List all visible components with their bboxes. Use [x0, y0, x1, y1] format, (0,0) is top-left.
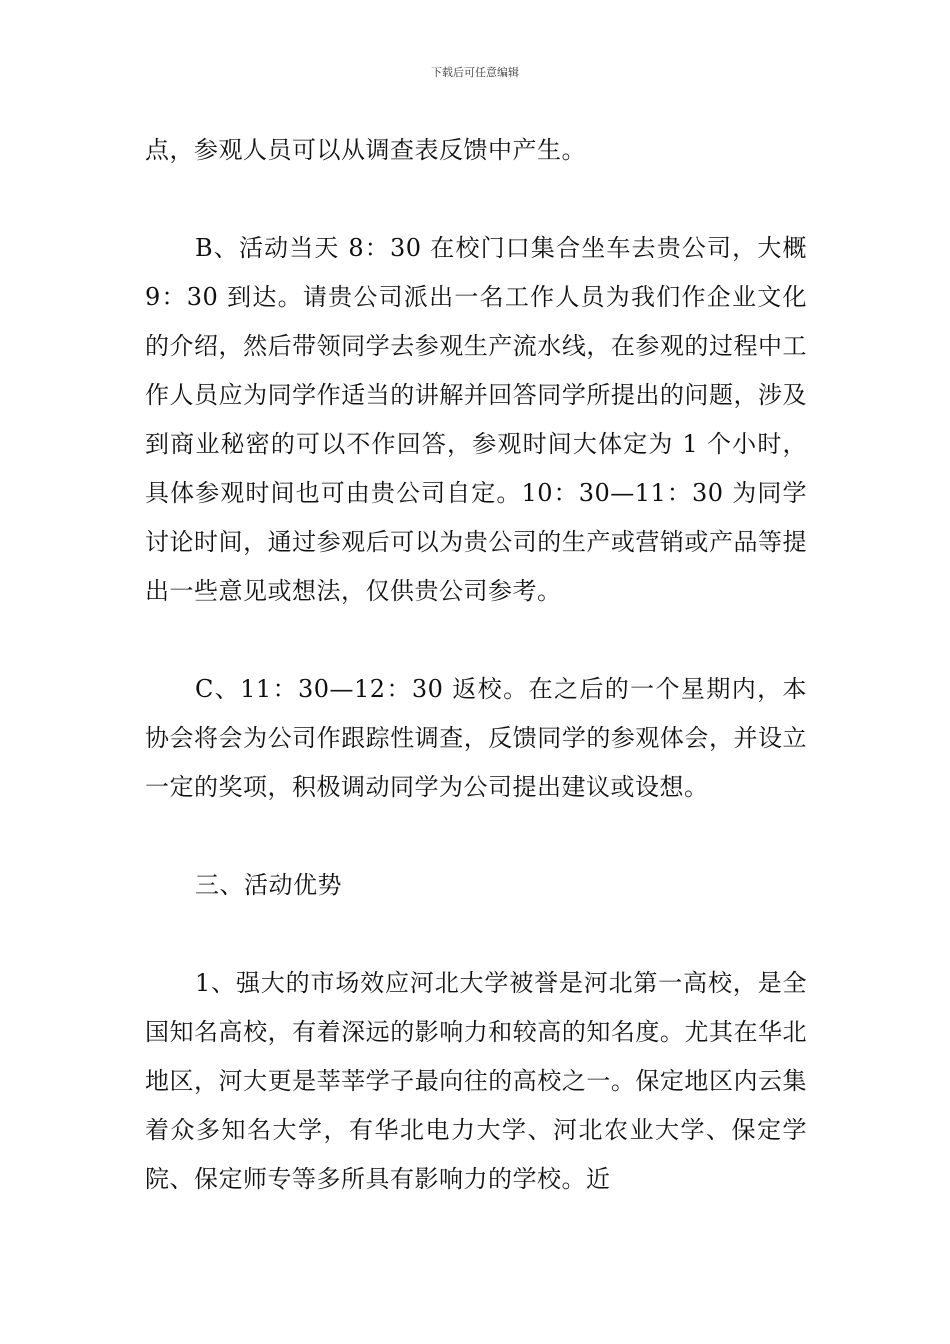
- paragraph-advantage-1: 1、强大的市场效应河北大学被誉是河北第一高校，是全国知名高校，有着深远的影响力和较高的知名度。尤其在华北地区，河大更是莘莘学子最向往的高校之一。保定地区内云集着众多知名大学，有华北电力大学、河北农业大学、保定学院、保定师专等多所具有影响力的学校。近: [145, 969, 807, 1193]
- section-heading-advantages: 三、活动优势: [195, 871, 342, 899]
- paragraph-gap: [145, 616, 807, 665]
- paragraph-continuation: 点，参观人员可以从调查表反馈中产生。: [145, 136, 586, 164]
- paragraph-activity-b: B、活动当天 8：30 在校门口集合坐车去贵公司，大概 9：30 到达。请贵公司派出一名工作人员为我们作企业文化的介绍，然后带领同学去参观生产流水线，在参观的过程中工作人员应为同学作适当的讲解并回答同学所提出的问题，涉及到商业秘密的可以不作回答，参观时间大体定为 1 个小时，具体参观时间也可由贵公司自定。10：30—11：30 为同学讨论时间，通过参观后可以为贵公司的生产或营销或产品等提出一些意见或想法，仅供贵公司参考。: [145, 234, 807, 605]
- paragraph-gap: [145, 812, 807, 861]
- document-body: [145, 126, 807, 1204]
- paragraph-gap: [145, 910, 807, 959]
- paragraph-gap: [145, 175, 807, 224]
- page-header: 下载后可任意编辑: [431, 66, 519, 79]
- paragraph-activity-c: C、11：30—12：30 返校。在之后的一个星期内，本协会将会为公司作跟踪性调查，反馈同学的参观体会，并设立一定的奖项，积极调动同学为公司提出建议或设想。: [145, 675, 807, 801]
